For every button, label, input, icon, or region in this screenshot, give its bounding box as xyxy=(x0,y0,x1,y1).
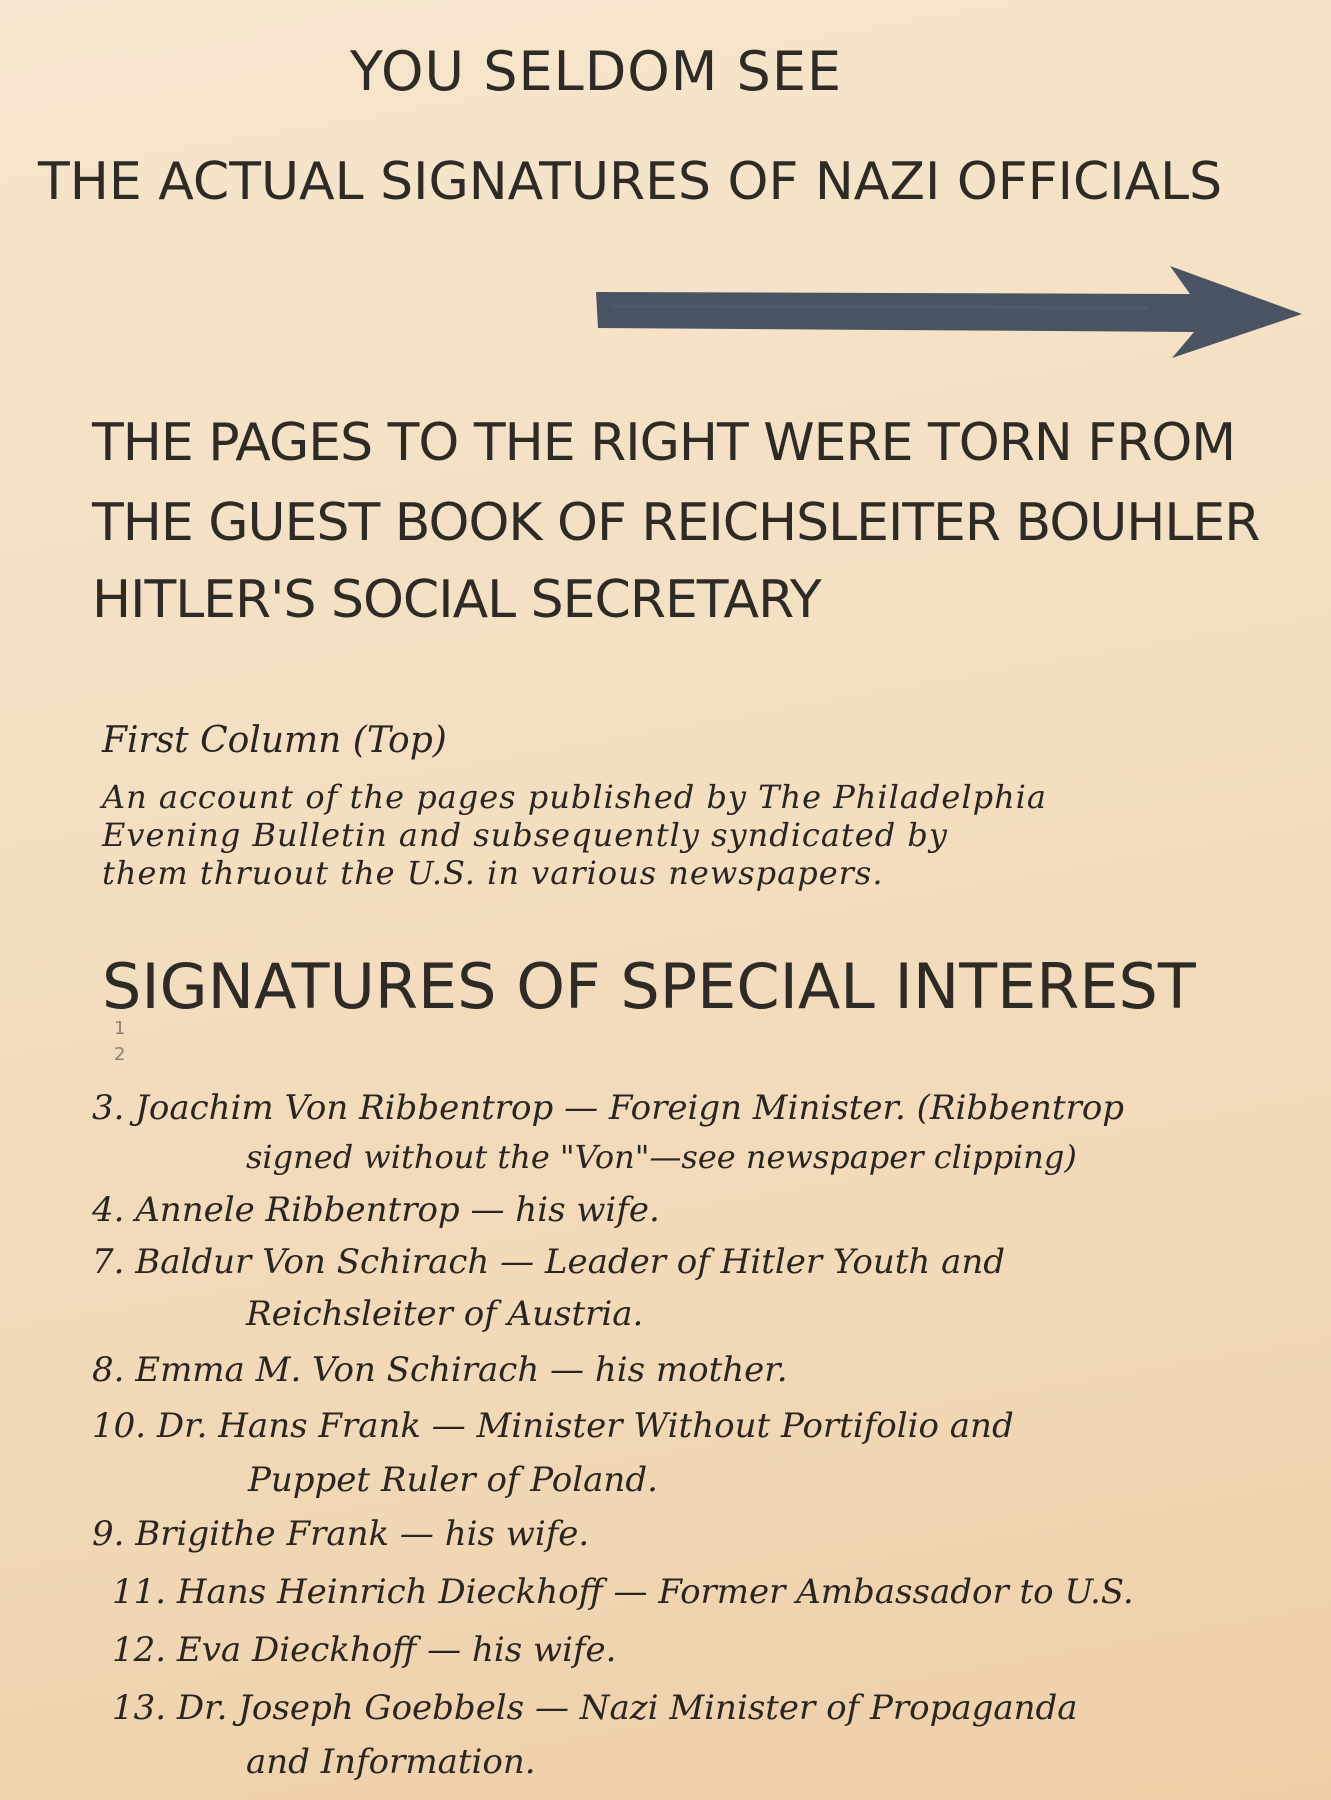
list-item: 9. Brigithe Frank — his wife. xyxy=(92,1514,590,1554)
list-item: 11. Hans Heinrich Dieckhoff — Former Ambassador to U.S. xyxy=(112,1572,1134,1612)
heading-line-2: THE ACTUAL SIGNATURES OF NAZI OFFICIALS xyxy=(38,152,1223,212)
list-item: 7. Baldur Von Schirach — Leader of Hitler Youth and xyxy=(92,1242,1006,1282)
list-item-continuation: Reichsleiter of Austria. xyxy=(246,1294,644,1334)
list-item: 8. Emma M. Von Schirach — his mother. xyxy=(92,1350,788,1390)
first-column-line-1: An account of the pages published by The Philadelphia xyxy=(102,778,1047,816)
right-arrow-icon xyxy=(590,262,1310,362)
first-column-line-3: them thruout the U.S. in various newspapers. xyxy=(102,854,884,892)
first-column-title: First Column (Top) xyxy=(102,720,447,761)
list-item-continuation: Puppet Ruler of Poland. xyxy=(248,1460,658,1500)
list-item: 13. Dr. Joseph Goebbels — Nazi Minister of Propaganda xyxy=(112,1688,1078,1728)
list-item-continuation: signed without the "Von"—see newspaper clipping) xyxy=(246,1138,1077,1176)
list-item-continuation: and Information. xyxy=(246,1742,536,1782)
list-item: 4. Annele Ribbentrop — his wife. xyxy=(92,1190,660,1230)
signatures-heading: SIGNATURES OF SPECIAL INTEREST xyxy=(102,950,1196,1023)
list-item: 10. Dr. Hans Frank — Minister Without Portifolio and xyxy=(92,1406,1014,1446)
first-column-line-2: Evening Bulletin and subsequently syndicated by xyxy=(102,816,948,854)
intro-line-2: THE GUEST BOOK OF REICHSLEITER BOUHLER xyxy=(92,493,1260,553)
intro-line-1: THE PAGES TO THE RIGHT WERE TORN FROM xyxy=(92,413,1236,473)
heading-line-1: YOU SELDOM SEE xyxy=(350,40,843,103)
intro-line-3: HITLER'S SOCIAL SECRETARY xyxy=(92,570,821,630)
margin-tick-2: 2 xyxy=(114,1044,126,1065)
list-item: 12. Eva Dieckhoff — his wife. xyxy=(112,1630,617,1670)
margin-tick-1: 1 xyxy=(114,1018,126,1039)
list-item: 3. Joachim Von Ribbentrop — Foreign Minister. (Ribbentrop xyxy=(92,1088,1125,1128)
